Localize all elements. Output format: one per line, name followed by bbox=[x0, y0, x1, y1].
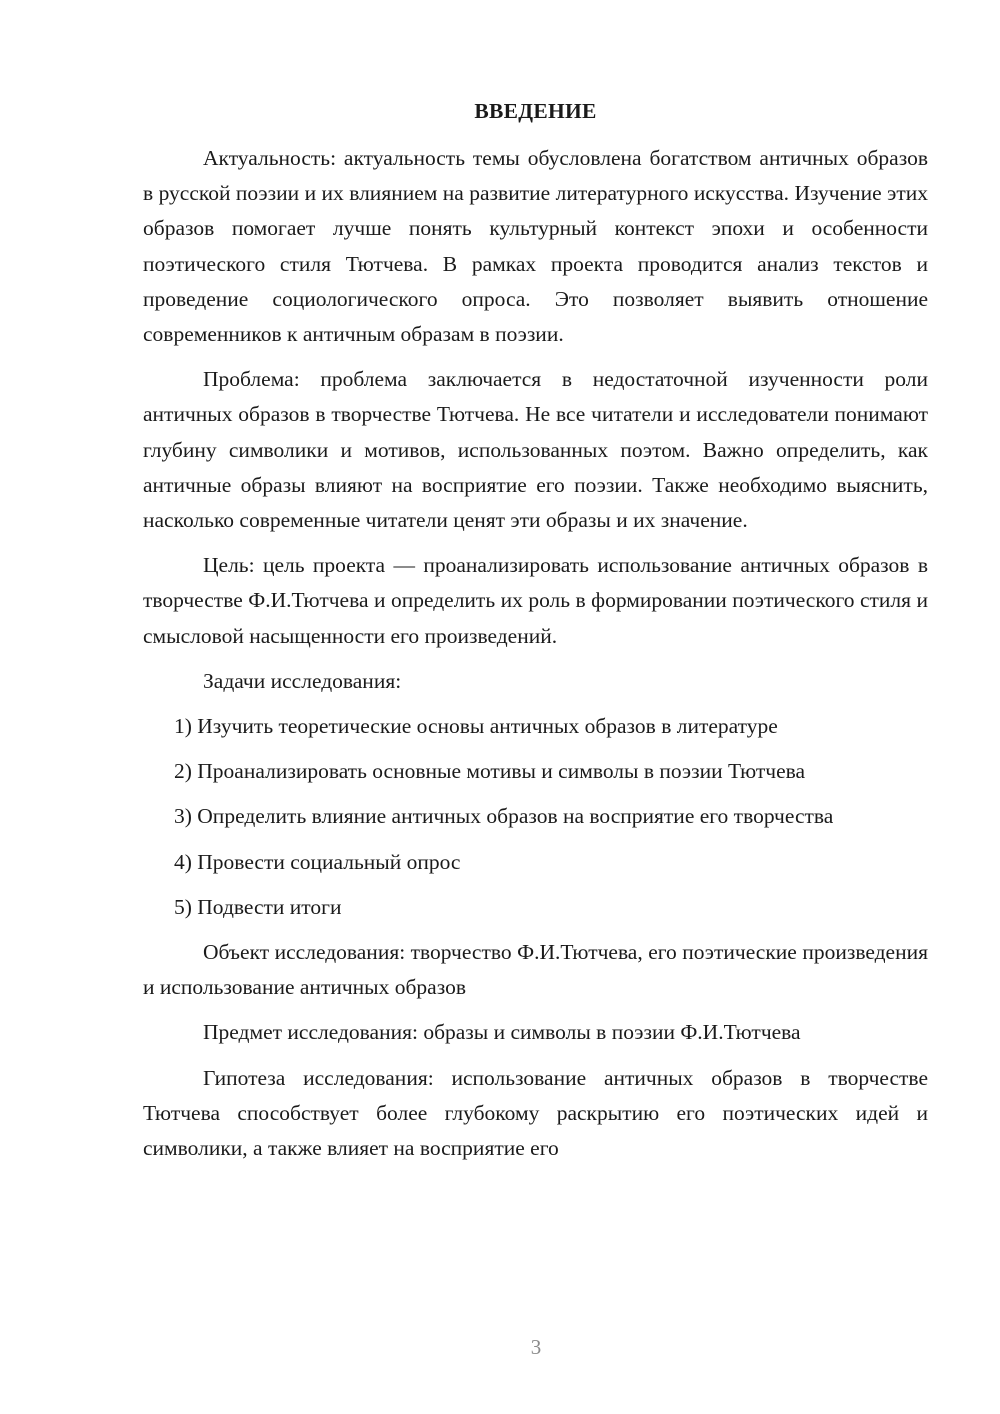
paragraph-goal: Цель: цель проекта — проанализировать использование античных образов в творчестве Ф.И.Тютчева и определить их роль в формировании поэтического стиля и смысловой насыщенности его произведений. bbox=[143, 553, 928, 648]
paragraph-object: Объект исследования: творчество Ф.И.Тютчева, его поэтические произведения и использование античных образов bbox=[143, 940, 928, 1000]
task-item: 1) Изучить теоретические основы античных образов в литературе bbox=[174, 714, 778, 739]
paragraph-problem: Проблема: проблема заключается в недостаточной изученности роли античных образов в творчестве Тютчева. Не все читатели и исследователи понимают глубину символики и мотивов, использованных поэтом. Важно определить, как античные образы влияют на восприятие его поэзии. Также необходимо выяснить, насколько современные читатели ценят эти образы и их значение. bbox=[143, 367, 928, 533]
document-body bbox=[143, 141, 928, 1176]
page-number: 3 bbox=[530, 1335, 542, 1359]
task-item: 5) Подвести итоги bbox=[174, 894, 342, 919]
paragraph-relevance: Актуальность: актуальность темы обусловлена богатством античных образов в русской поэзии и их влиянием на развитие литературного искусства. Изучение этих образов помогает лучше понять культурный контекст эпохи и особенности поэтического стиля Тютчева. В рамках проекта проводится анализ текстов и проведение социологического опроса. Это позволяет выявить отношение современников к античным образам в поэзии. bbox=[143, 146, 928, 347]
task-item: 3) Определить влияние античных образов на восприятие его творчества bbox=[174, 804, 834, 829]
paragraph-hypothesis: Гипотеза исследования: использование античных образов в творчестве Тютчева способствует более глубокому раскрытию его поэтических идей и символики, а также влияет на восприятие его bbox=[143, 1065, 928, 1161]
page-title: ВВЕДЕНИЕ bbox=[474, 99, 597, 123]
task-item: 2) Проанализировать основные мотивы и символы в поэзии Тютчева bbox=[174, 759, 806, 784]
paragraph-subject: Предмет исследования: образы и символы в поэзии Ф.И.Тютчева bbox=[203, 1020, 801, 1045]
paragraph-tasks-heading: Задачи исследования: bbox=[203, 668, 402, 693]
task-item: 4) Провести социальный опрос bbox=[174, 849, 461, 874]
